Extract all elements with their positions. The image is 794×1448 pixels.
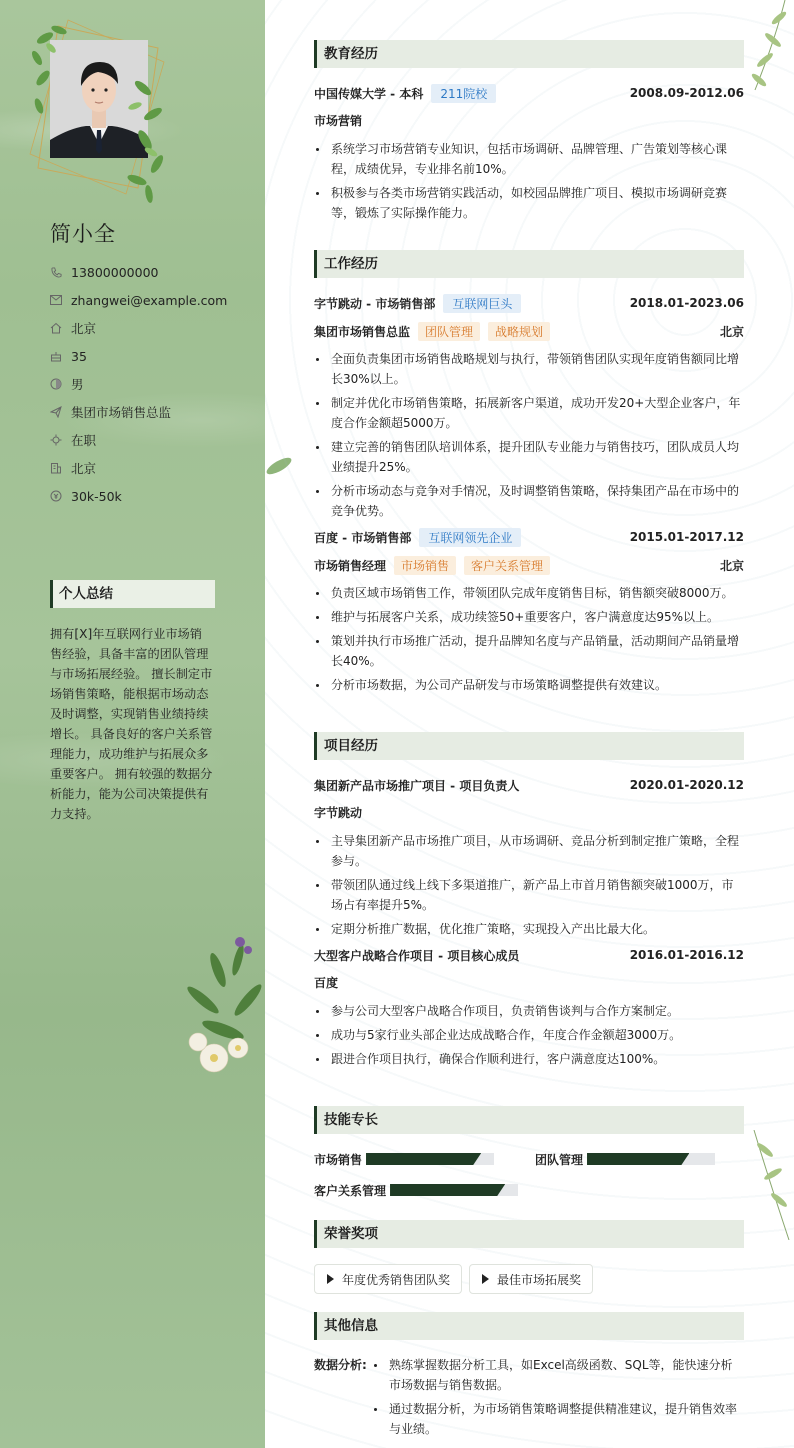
skill-name: 客户关系管理: [314, 1183, 387, 1198]
info-salary: [50, 482, 260, 510]
info-location: [50, 314, 260, 342]
project-entry: [314, 775, 744, 939]
project-date: 2016.01-2016.12: [629, 948, 744, 962]
work-section: [314, 250, 744, 699]
mail-icon: [50, 294, 62, 306]
education-header: [314, 83, 744, 103]
skills-list: [314, 1149, 744, 1211]
gender-value: 男: [71, 377, 84, 392]
education-title: 教育经历: [314, 40, 744, 68]
list-item: 维护与拓展客户关系，成功续签50+重要客户，客户满意度达95%以上。: [314, 607, 744, 627]
send-icon: [50, 406, 62, 418]
contact-info-list: [50, 258, 260, 510]
info-phone: [50, 258, 260, 286]
job-city: 北京: [719, 558, 744, 573]
side-leaves-decoration: [749, 1130, 794, 1240]
award-name: 最佳市场拓展奖: [497, 1272, 582, 1287]
info-age: [50, 342, 260, 370]
skill-name: 市场销售: [314, 1152, 363, 1167]
position-value: 集团市场销售总监: [71, 405, 172, 420]
other-row: [314, 1355, 744, 1443]
role-tag: 市场销售: [394, 556, 456, 575]
job-header: [314, 527, 744, 547]
list-item: 分析市场动态与竞争对手情况，及时调整销售策略，保持集团产品在市场中的竞争优势。: [314, 481, 744, 521]
other-bullets: [372, 1355, 744, 1443]
award-item: [469, 1264, 593, 1294]
education-bullets: [314, 139, 744, 223]
job-company: 百度 - 市场销售部: [314, 530, 412, 545]
job-header: [314, 293, 744, 313]
list-item: 通过数据分析，为市场销售策略调整提供精准建议，提升销售效率与业绩。: [372, 1399, 744, 1439]
award-item: [314, 1264, 462, 1294]
corner-leaves-decoration: [745, 0, 794, 100]
salary-icon: [50, 490, 62, 502]
project-name: 集团新产品市场推广项目 - 项目负责人: [314, 778, 520, 793]
work-title: 工作经历: [314, 250, 744, 278]
project-entry: [314, 945, 744, 1069]
skill-item: [314, 1180, 535, 1200]
status-value: 在职: [71, 433, 97, 448]
project-header: [314, 945, 744, 965]
skill-bar: [587, 1153, 715, 1165]
job-entry: [314, 527, 744, 695]
info-city: [50, 454, 260, 482]
job-role: 集团市场销售总监: [314, 324, 411, 339]
company-tag: 互联网领先企业: [419, 528, 521, 547]
job-role-row: [314, 321, 744, 341]
skill-bar: [390, 1184, 518, 1196]
major: 市场营销: [314, 114, 363, 128]
job-company: 字节跳动 - 市场销售部: [314, 296, 436, 311]
other-label: 数据分析:: [314, 1358, 367, 1372]
info-gender: [50, 370, 260, 398]
school-name: 中国传媒大学 - 本科: [314, 86, 424, 101]
triangle-icon: [327, 1274, 334, 1284]
project-org: 字节跳动: [314, 806, 363, 820]
job-bullets: [314, 583, 744, 695]
phone-icon: [50, 266, 62, 278]
project-header: [314, 775, 744, 795]
project-bullets: [314, 1001, 744, 1069]
age-value: 35: [71, 348, 87, 364]
job-date: 2018.01-2023.06: [629, 296, 744, 310]
job-role-row: [314, 555, 744, 575]
summary-text: 拥有[X]年互联网行业市场销售经验，具备丰富的团队管理与市场拓展经验。 擅长制定市场销售策略，能根据市场动态及时调整，实现销售业绩持续增长。 具备良好的客户关系管理能力，成功维护与拓展众多重要客户。 拥有较强的数据分析能力，能为公司决策提供有力支持。: [50, 627, 213, 821]
skill-item: [535, 1149, 735, 1169]
main-content: [265, 0, 794, 1448]
projects-title: 项目经历: [314, 732, 744, 760]
company-tag: 互联网巨头: [443, 294, 521, 313]
list-item: 负责区域市场销售工作，带领团队完成年度销售目标，销售额突破8000万。: [314, 583, 744, 603]
location-value: 北京: [71, 321, 97, 336]
skill-item: [314, 1149, 535, 1169]
awards-list: [314, 1264, 744, 1294]
phone-value: 13800000000: [71, 264, 159, 280]
leaf-wreath-decoration: [25, 18, 165, 208]
awards-title: 荣誉奖项: [314, 1220, 744, 1248]
job-bullets: [314, 349, 744, 521]
project-bullets: [314, 831, 744, 939]
list-item: 策划并执行市场推广活动，提升品牌知名度与产品销量，活动期间产品销量增长40%。: [314, 631, 744, 671]
skill-bar-fill: [390, 1184, 505, 1196]
info-email: [50, 286, 260, 314]
status-icon: [50, 434, 62, 446]
list-item: 成功与5家行业头部企业达成战略合作，年度合作金额超3000万。: [314, 1025, 744, 1045]
job-city: 北京: [719, 324, 744, 339]
list-item: 制定并优化市场销售策略，拓展新客户渠道，成功开发20+大型企业客户，年度合作金额超5000万。: [314, 393, 744, 433]
info-status: [50, 426, 260, 454]
role-tag: 团队管理: [418, 322, 480, 341]
list-item: 参与公司大型客户战略合作项目，负责销售谈判与合作方案制定。: [314, 1001, 744, 1021]
other-section: [314, 1312, 744, 1443]
role-tag: 客户关系管理: [464, 556, 550, 575]
job-date: 2015.01-2017.12: [629, 530, 744, 544]
education-date: 2008.09-2012.06: [629, 86, 744, 100]
cake-icon: [50, 350, 62, 362]
role-tag: 战略规划: [488, 322, 550, 341]
list-item: 熟练掌握数据分析工具，如Excel高级函数、SQL等，能快速分析市场数据与销售数据。: [372, 1355, 744, 1395]
project-name: 大型客户战略合作项目 - 项目核心成员: [314, 948, 520, 963]
list-item: 建立完善的销售团队培训体系，提升团队专业能力与销售技巧，团队成员人均业绩提升25%。: [314, 437, 744, 477]
awards-section: [314, 1220, 744, 1294]
flower-bouquet-decoration: [178, 930, 265, 1090]
list-item: 主导集团新产品市场推广项目，从市场调研、竞品分析到制定推广策略，全程参与。: [314, 831, 744, 871]
email-value: zhangwei@example.com: [71, 292, 228, 308]
gender-icon: [50, 378, 62, 390]
skills-title: 技能专长: [314, 1106, 744, 1134]
list-item: 系统学习市场营销专业知识，包括市场调研、品牌管理、广告策划等核心课程，成绩优异，专业排名前10%。: [314, 139, 744, 179]
list-item: 带领团队通过线上线下多渠道推广，新产品上市首月销售额突破1000万，市场占有率提升5%。: [314, 875, 744, 915]
salary-value: 30k-50k: [71, 488, 122, 504]
list-item: 定期分析推广数据，优化推广策略，实现投入产出比最大化。: [314, 919, 744, 939]
home-icon: [50, 322, 62, 334]
sidebar: [0, 0, 265, 1448]
project-org: 百度: [314, 976, 339, 990]
summary-title: 个人总结: [50, 580, 215, 608]
school-tag: 211院校: [431, 84, 496, 103]
skill-bar: [366, 1153, 494, 1165]
skill-name: 团队管理: [535, 1152, 584, 1167]
skill-bar-fill: [587, 1153, 689, 1165]
list-item: 积极参与各类市场营销实践活动，如校园品牌推广项目、模拟市场调研竞赛等，锻炼了实际操作能力。: [314, 183, 744, 223]
triangle-icon: [482, 1274, 489, 1284]
skill-bar-fill: [366, 1153, 481, 1165]
projects-section: [314, 732, 744, 1073]
project-date: 2020.01-2020.12: [629, 778, 744, 792]
list-item: 跟进合作项目执行，确保合作顺利进行，客户满意度达100%。: [314, 1049, 744, 1069]
list-item: 全面负责集团市场销售战略规划与执行，带领销售团队实现年度销售额同比增长30%以上。: [314, 349, 744, 389]
education-section: [314, 40, 744, 227]
city-value: 北京: [71, 461, 97, 476]
building-icon: [50, 462, 62, 474]
list-item: 分析市场数据，为公司产品研发与市场策略调整提供有效建议。: [314, 675, 744, 695]
other-title: 其他信息: [314, 1312, 744, 1340]
job-role: 市场销售经理: [314, 558, 387, 573]
job-entry: [314, 293, 744, 521]
info-position: [50, 398, 260, 426]
candidate-name: 简小全: [50, 222, 116, 246]
award-name: 年度优秀销售团队奖: [342, 1272, 451, 1287]
skills-section: [314, 1106, 744, 1211]
